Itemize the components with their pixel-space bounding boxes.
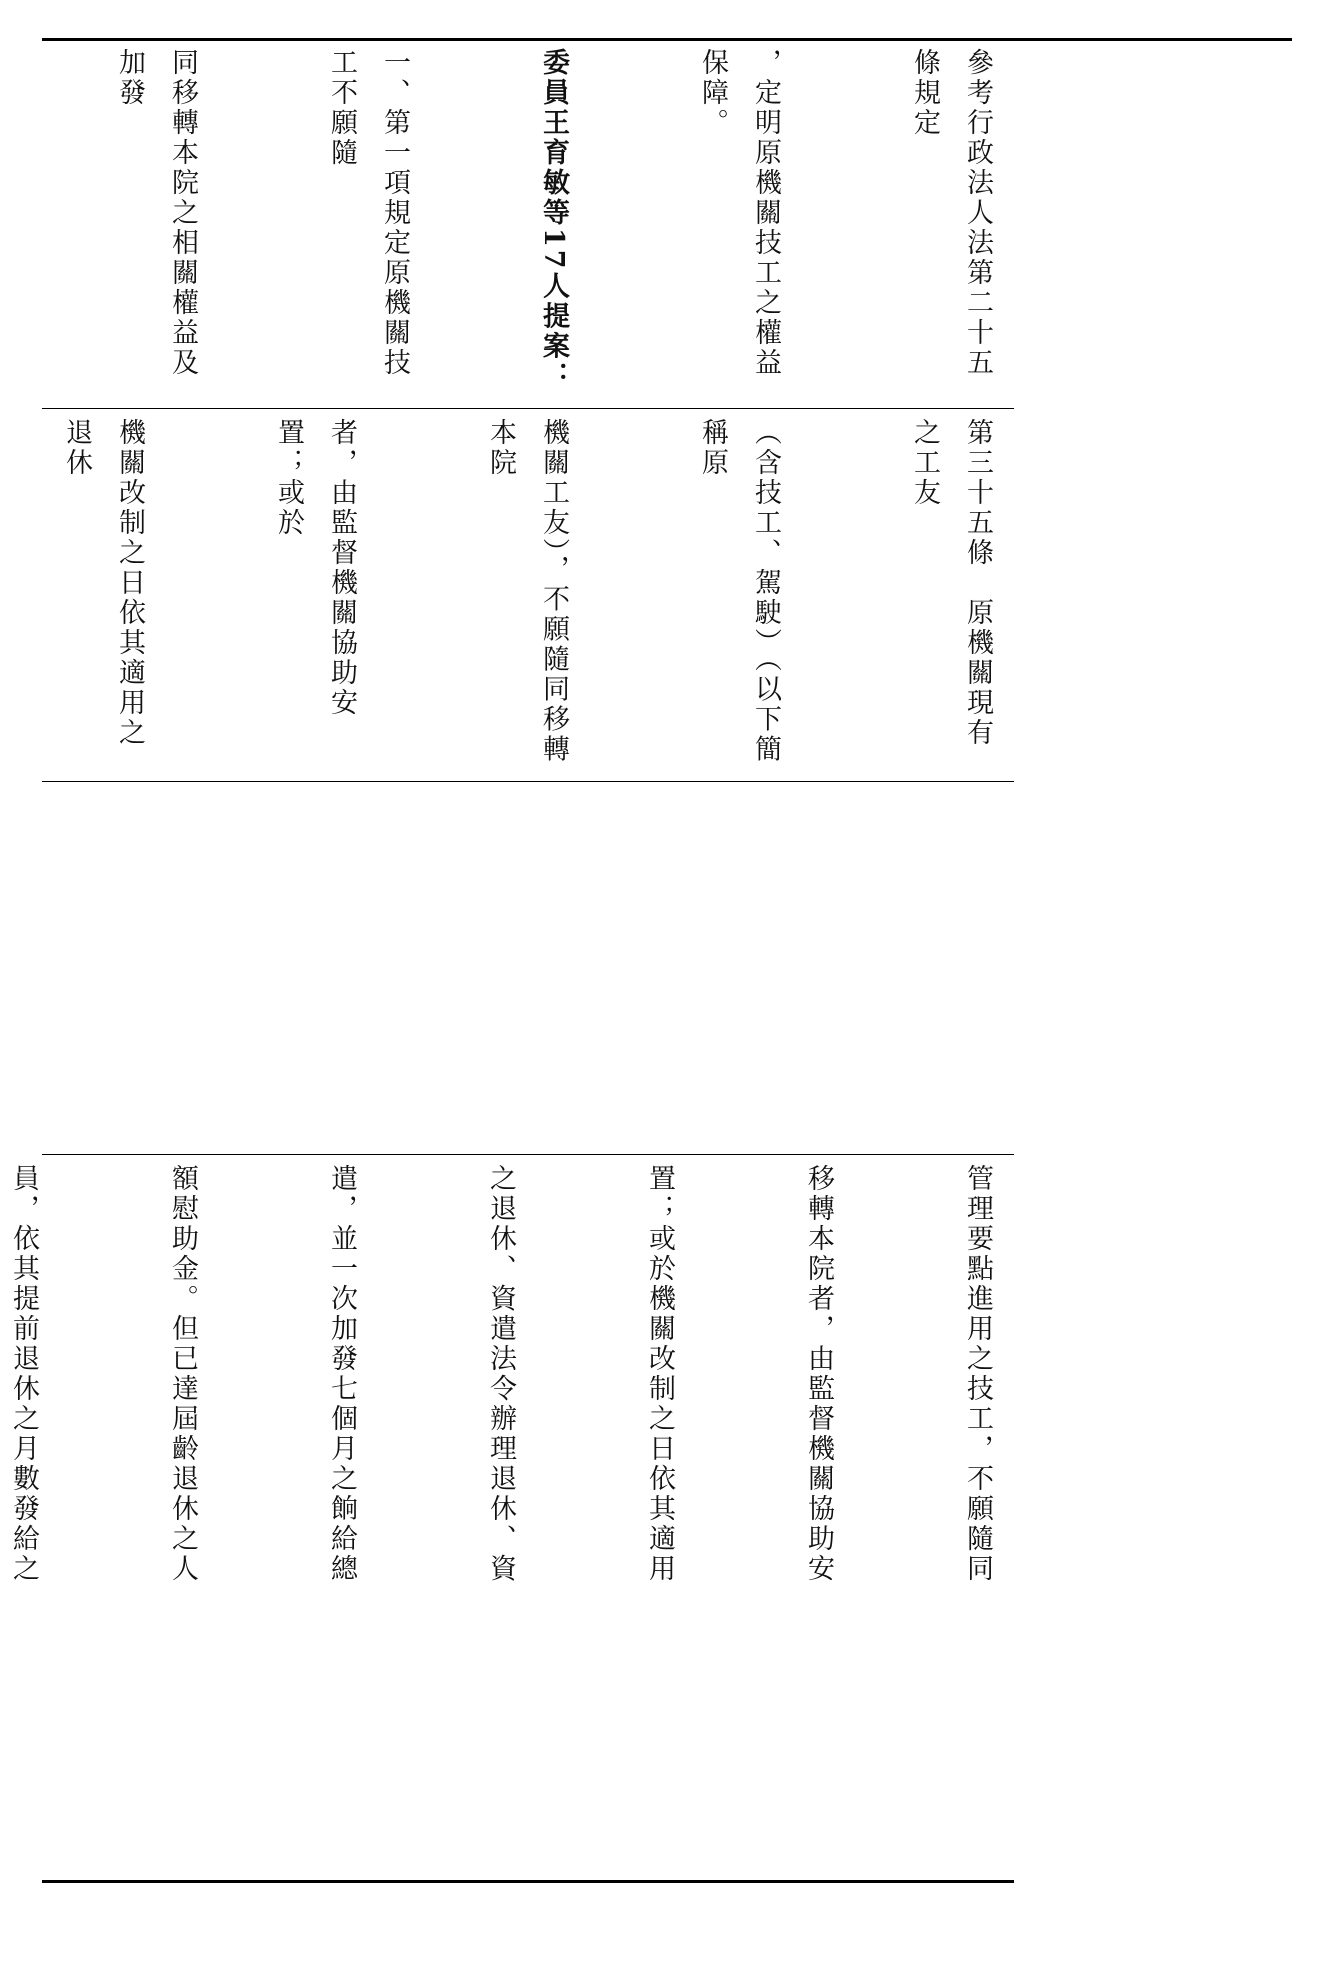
text-line: 參考行政法人法第二十五條規定 bbox=[909, 48, 993, 378]
article-35-title-line: 第三十五條 原機關現有之工友 bbox=[909, 418, 993, 748]
text-line: 一、第一項規定原機關技工不願隨 bbox=[326, 48, 410, 378]
text-line: 管理要點進用之技工，不願隨同 bbox=[962, 1164, 993, 1584]
text-line: 機關改制之日依其適用之退休 bbox=[61, 418, 145, 748]
bottom-section-top-line bbox=[42, 1154, 1014, 1155]
bottom-border-line bbox=[42, 1880, 1014, 1883]
text-line: 額慰助金。但已達屆齡退休之人 bbox=[167, 1164, 198, 1584]
proposal-heading: 委員王育敏等17人提案： bbox=[538, 48, 569, 392]
top-border-line bbox=[42, 38, 1292, 41]
text-line: （含技工、駕駛）（以下簡稱原 bbox=[697, 418, 781, 765]
text-line: 員，依其提前退休之月數發給之 bbox=[8, 1164, 39, 1584]
top-column-divider bbox=[42, 408, 1014, 409]
article-column bbox=[50, 418, 1110, 776]
text-line: 置；或於機關改制之日依其適用 bbox=[644, 1164, 675, 1584]
bottom-article-column bbox=[8, 1164, 1110, 1874]
text-line: 者，由監督機關協助安置；或於 bbox=[273, 418, 357, 718]
text-line: 移轉本院者，由監督機關協助安 bbox=[803, 1164, 834, 1584]
text-line: 之退休、資遣法令辦理退休、資 bbox=[485, 1164, 516, 1584]
text-line: 遣，並一次加發七個月之餉給總 bbox=[326, 1164, 357, 1584]
top-section-bottom-line bbox=[42, 781, 1014, 782]
text-line: 機關工友），不願隨同移轉本院 bbox=[485, 418, 569, 765]
text-line: ，定明原機關技工之權益保障。 bbox=[697, 48, 781, 378]
explanation-column bbox=[50, 48, 1110, 403]
text-line: 同移轉本院之相關權益及加發 bbox=[114, 48, 198, 378]
